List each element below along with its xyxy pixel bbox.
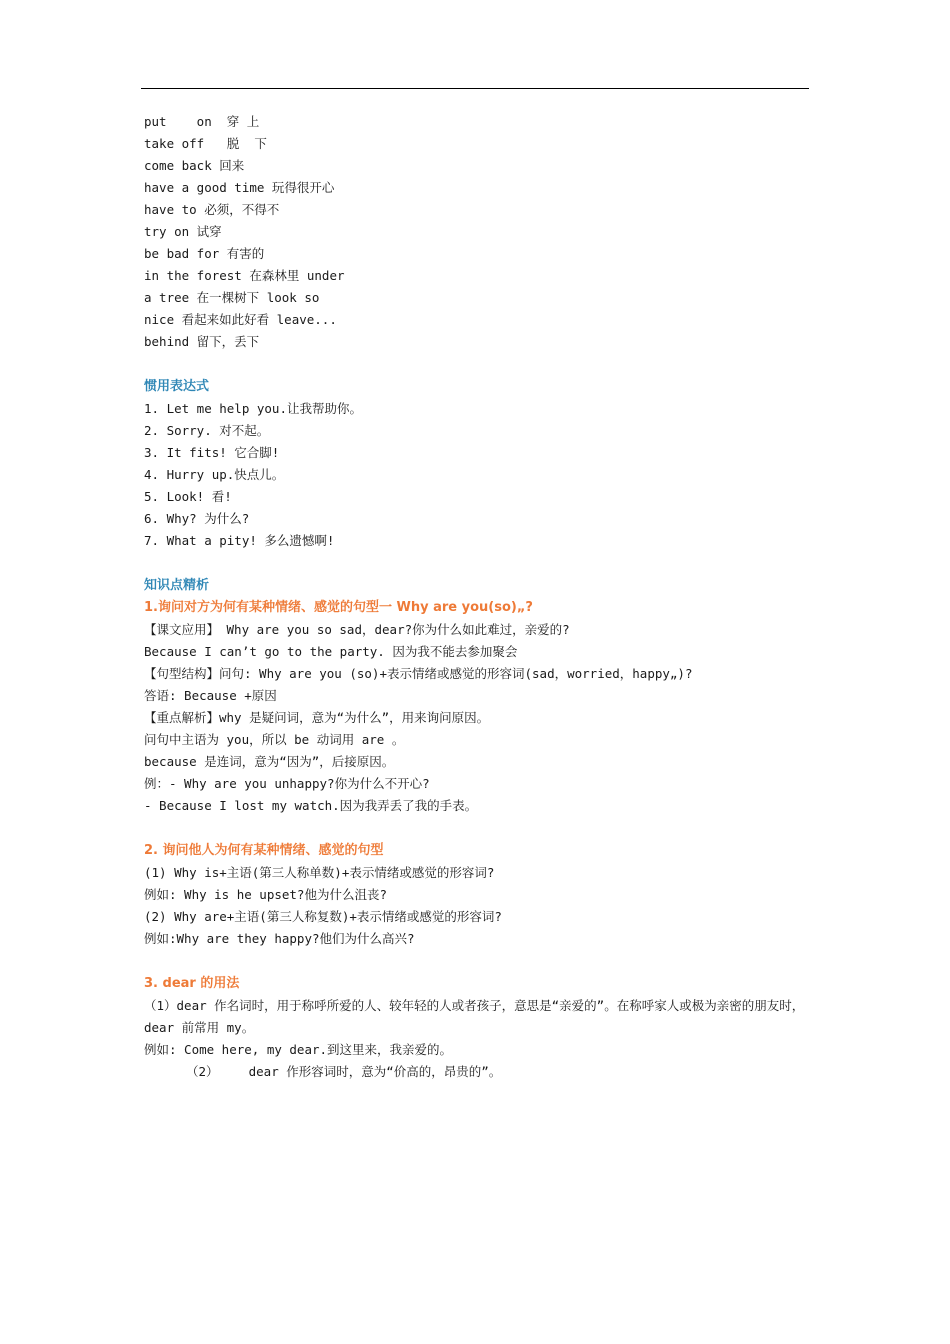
point-line: 问句中主语为 you，所以 be 动词用 are 。 xyxy=(144,732,405,747)
knowledge-point-3 xyxy=(144,973,809,1083)
vocab-item: have a good time 玩得很开心 xyxy=(144,180,335,195)
expressions-section xyxy=(144,376,809,552)
point-line: Because I can’t go to the party. 因为我不能去参加聚会 xyxy=(144,644,518,659)
vocab-item: come back 回来 xyxy=(144,158,245,173)
vocab-item: take off 脱 下 xyxy=(144,136,267,151)
knowledge-point-2 xyxy=(144,840,809,950)
point-line: 例：- Why are you unhappy?你为什么不开心? xyxy=(144,776,430,791)
point-line: 【课文应用】 Why are you so sad，dear?你为什么如此难过，亲爱的? xyxy=(144,622,570,637)
vocab-item: nice 看起来如此好看 leave... xyxy=(144,312,337,327)
point-line: (1) Why is+主语(第三人称单数)+表示情绪或感觉的形容词? xyxy=(144,865,495,880)
vocab-item: have to 必须，不得不 xyxy=(144,202,280,217)
point-heading: 2. 询问他人为何有某种情绪、感觉的句型 xyxy=(144,843,384,858)
expression-item: 4. Hurry up.快点儿。 xyxy=(144,467,285,482)
point-line: （2） dear 作形容词时，意为“价高的，昂贵的”。 xyxy=(186,1064,502,1079)
expression-item: 1. Let me help you.让我帮助你。 xyxy=(144,401,362,416)
point-line: 【重点解析】why 是疑问词，意为“为什么”，用来询问原因。 xyxy=(144,710,490,725)
expression-item: 2. Sorry. 对不起。 xyxy=(144,423,270,438)
expression-item: 6. Why? 为什么? xyxy=(144,511,250,526)
point-line: because 是连词，意为“因为”，后接原因。 xyxy=(144,754,395,769)
expression-item: 3. It fits! 它合脚! xyxy=(144,445,280,460)
vocab-item: try on 试穿 xyxy=(144,224,222,239)
point-line: 例如: Why is he upset?他为什么沮丧? xyxy=(144,887,387,902)
point-line: 例如:Why are they happy?他们为什么高兴? xyxy=(144,931,415,946)
point-line: 答语: Because +原因 xyxy=(144,688,277,703)
point-heading: 1.询问对方为何有某种情绪、感觉的句型一 Why are you(so)„? xyxy=(144,600,533,615)
point-heading: 3. dear 的用法 xyxy=(144,976,240,991)
expressions-heading: 惯用表达式 xyxy=(144,379,210,394)
knowledge-heading: 知识点精析 xyxy=(144,578,210,593)
point-line: (2) Why are+主语(第三人称复数)+表示情绪或感觉的形容词? xyxy=(144,909,502,924)
knowledge-section xyxy=(144,575,809,1083)
point-paragraph: （1）dear 作名词时，用于称呼所爱的人、较年轻的人或者孩子，意思是“亲爱的”。在称呼家人或极为亲密的朋友时，dear 前常用 my。 xyxy=(144,998,805,1035)
knowledge-point-1 xyxy=(144,597,809,817)
point-line: 【句型结构】问句: Why are you (so)+表示情绪或感觉的形容词(sad，worried，happy„)? xyxy=(144,666,693,681)
point-line: - Because I lost my watch.因为我弄丢了我的手表。 xyxy=(144,798,478,813)
vocab-item: be bad for 有害的 xyxy=(144,246,265,261)
expression-item: 5. Look! 看! xyxy=(144,489,232,504)
vocab-item: put on 穿 上 xyxy=(144,114,260,129)
expression-item: 7. What a pity! 多么遗憾啊! xyxy=(144,533,335,548)
header-rule xyxy=(141,88,809,89)
document-body xyxy=(144,111,809,1083)
point-line: 例如: Come here, my dear.到这里来，我亲爱的。 xyxy=(144,1042,453,1057)
vocab-list xyxy=(144,111,809,353)
vocab-item: in the forest 在森林里 under xyxy=(144,268,345,283)
vocab-item: behind 留下，丢下 xyxy=(144,334,260,349)
vocab-item: a tree 在一棵树下 look so xyxy=(144,290,320,305)
